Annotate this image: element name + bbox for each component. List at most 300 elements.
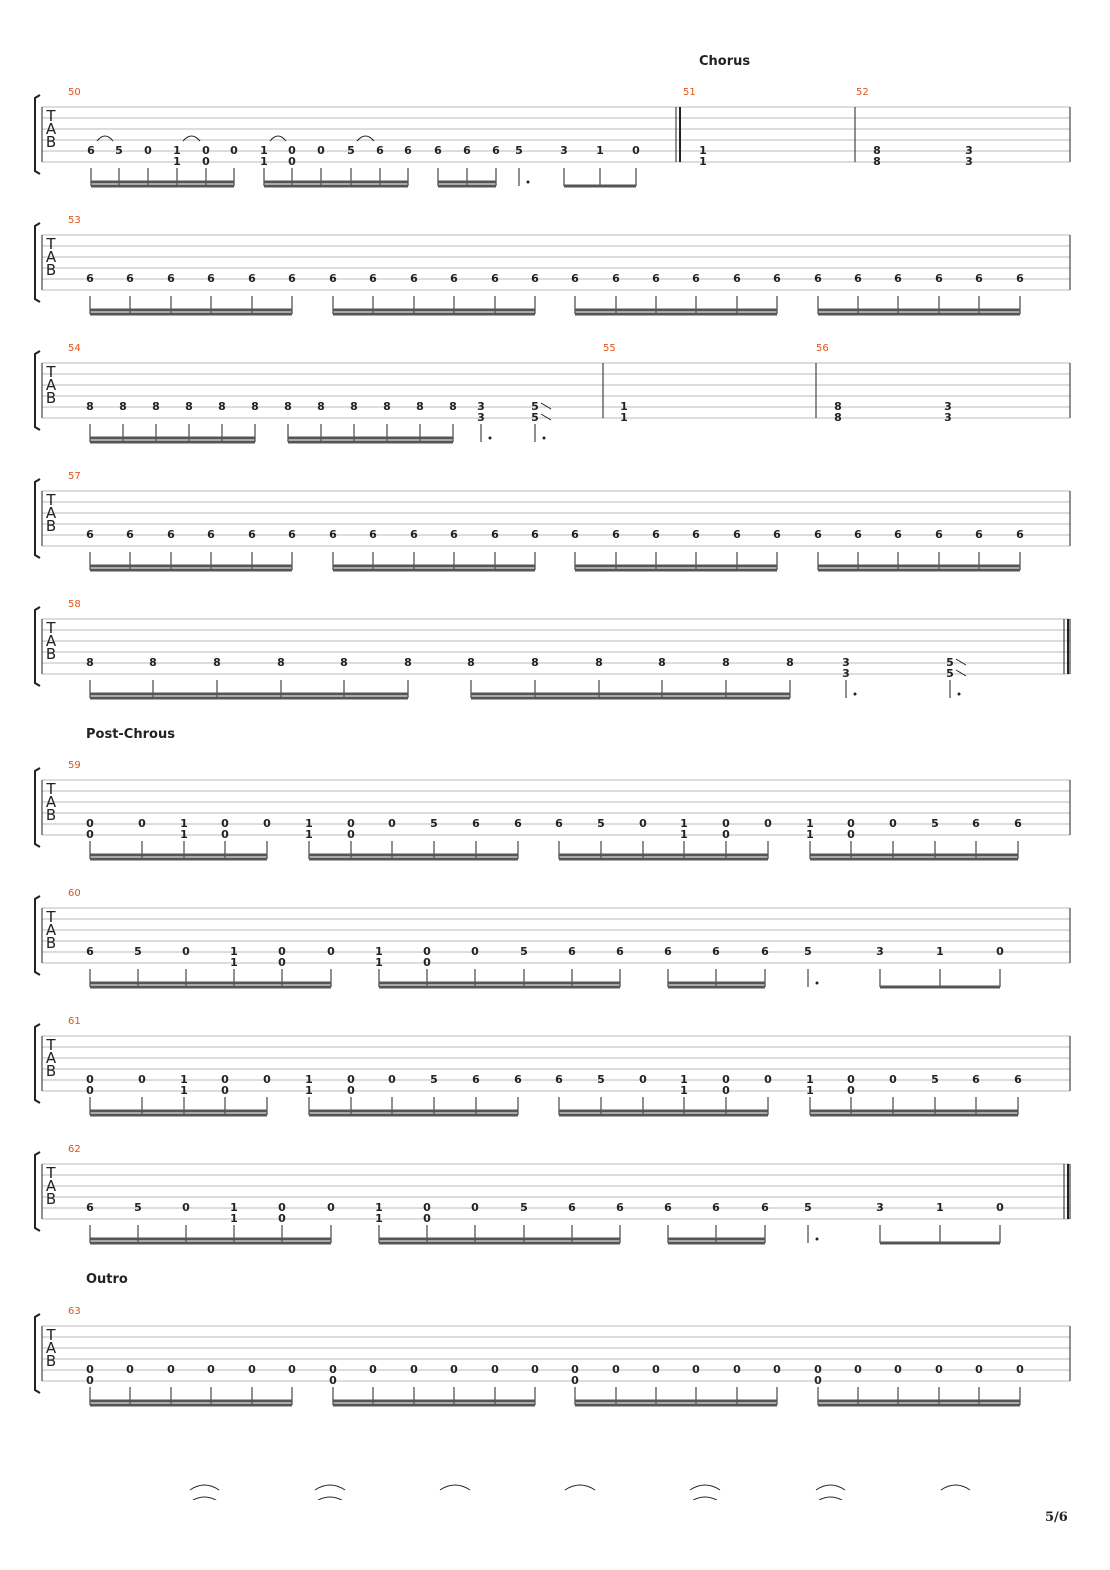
fret-number: 0 (329, 1363, 337, 1376)
fret-number: 8 (284, 400, 292, 413)
tab-system-6 (35, 760, 1070, 1500)
measure-number: 60 (68, 888, 81, 899)
system-bracket (35, 223, 40, 302)
fret-number: 1 (620, 411, 628, 424)
fret-number: 8 (404, 656, 412, 669)
fret-number: 5 (804, 1201, 812, 1214)
fret-number: 8 (595, 656, 603, 669)
fret-number: 0 (86, 1073, 94, 1086)
fret-number: 0 (278, 956, 286, 969)
tab-system-9 (35, 1144, 1070, 1500)
fret-number: 3 (876, 945, 884, 958)
fret-number: 6 (514, 817, 522, 830)
fret-number: 6 (692, 528, 700, 541)
fret-number: 0 (144, 144, 152, 157)
fret-number: 5 (931, 817, 939, 830)
fret-number: 0 (202, 155, 210, 168)
fret-number: 5 (134, 945, 142, 958)
fret-number: 8 (340, 656, 348, 669)
fret-number: 6 (712, 945, 720, 958)
fret-number: 1 (806, 828, 814, 841)
system-bracket (35, 607, 40, 686)
tab-clef-a: A (45, 1177, 57, 1195)
fret-number: 0 (847, 828, 855, 841)
dot (527, 181, 530, 184)
tie (190, 1497, 219, 1500)
fret-number: 5 (804, 945, 812, 958)
fret-number: 1 (180, 1073, 188, 1086)
fret-number: 6 (568, 945, 576, 958)
fret-number: 6 (854, 272, 862, 285)
fret-number: 6 (86, 1201, 94, 1214)
fret-number: 0 (221, 817, 229, 830)
fret-number: 6 (894, 272, 902, 285)
fret-number: 6 (369, 528, 377, 541)
fret-number: 8 (873, 144, 881, 157)
fret-number: 1 (680, 1084, 688, 1097)
tab-clef-t: T (46, 363, 56, 381)
fret-number: 8 (467, 656, 475, 669)
fret-number: 0 (327, 945, 335, 958)
fret-number: 0 (996, 945, 1004, 958)
fret-number: 6 (664, 1201, 672, 1214)
fret-number: 5 (531, 411, 539, 424)
fret-number: 0 (889, 817, 897, 830)
measure-number: 59 (68, 760, 81, 771)
fret-number: 0 (388, 817, 396, 830)
fret-number: 6 (894, 528, 902, 541)
fret-number: 0 (388, 1073, 396, 1086)
tab-clef-t: T (46, 1164, 56, 1182)
fret-number: 0 (278, 1201, 286, 1214)
measure-number: 53 (68, 215, 81, 226)
measure-number: 54 (68, 343, 81, 354)
fret-number: 1 (375, 956, 383, 969)
tie (315, 1497, 345, 1500)
fret-number: 6 (167, 272, 175, 285)
tab-system-10 (35, 1306, 1070, 1405)
fret-number: 1 (305, 817, 313, 830)
fret-number: 0 (491, 1363, 499, 1376)
fret-number: 1 (936, 1201, 944, 1214)
tab-clef-t: T (46, 235, 56, 253)
fret-number: 0 (86, 817, 94, 830)
tab-system-2 (35, 215, 1070, 314)
fret-number: 5 (134, 1201, 142, 1214)
fret-number: 0 (288, 155, 296, 168)
fret-number: 5 (520, 945, 528, 958)
fret-number: 5 (931, 1073, 939, 1086)
fret-number: 3 (842, 656, 850, 669)
fret-number: 6 (935, 272, 943, 285)
fret-number: 8 (350, 400, 358, 413)
measure-number: 52 (856, 87, 869, 98)
fret-number: 1 (305, 828, 313, 841)
fret-number: 8 (86, 400, 94, 413)
fret-number: 1 (620, 400, 628, 413)
tab-clef-b: B (45, 1190, 57, 1208)
tab-clef-t: T (46, 780, 56, 798)
measure-number: 57 (68, 471, 81, 482)
fret-number: 0 (847, 817, 855, 830)
fret-number: 8 (86, 656, 94, 669)
tab-clef-a: A (45, 921, 57, 939)
slide (541, 414, 551, 420)
tab-clef-a: A (45, 632, 57, 650)
fret-number: 6 (773, 528, 781, 541)
fret-number: 0 (894, 1363, 902, 1376)
fret-number: 0 (263, 1073, 271, 1086)
measure-number: 62 (68, 1144, 81, 1155)
fret-number: 6 (531, 528, 539, 541)
fret-number: 0 (935, 1363, 943, 1376)
dot (958, 693, 961, 696)
fret-number: 3 (560, 144, 568, 157)
fret-number: 0 (1016, 1363, 1024, 1376)
tab-clef-t: T (46, 1036, 56, 1054)
fret-number: 6 (555, 817, 563, 830)
fret-number: 6 (329, 528, 337, 541)
tab-clef-a: A (45, 120, 57, 138)
fret-number: 1 (680, 1073, 688, 1086)
fret-number: 6 (652, 272, 660, 285)
fret-number: 0 (996, 1201, 1004, 1214)
fret-number: 0 (369, 1363, 377, 1376)
tie (690, 1485, 720, 1490)
tab-clef-a: A (45, 504, 57, 522)
fret-number: 0 (423, 1212, 431, 1225)
tie (690, 1497, 720, 1500)
fret-number: 8 (722, 656, 730, 669)
fret-number: 5 (430, 1073, 438, 1086)
fret-number: 0 (773, 1363, 781, 1376)
fret-number: 0 (423, 956, 431, 969)
fret-number: 6 (1016, 528, 1024, 541)
system-bracket (35, 896, 40, 975)
fret-number: 0 (612, 1363, 620, 1376)
fret-number: 1 (699, 144, 707, 157)
fret-number: 8 (834, 411, 842, 424)
fret-number: 6 (126, 528, 134, 541)
fret-number: 1 (230, 945, 238, 958)
tab-clef-b: B (45, 934, 57, 952)
fret-number: 6 (616, 945, 624, 958)
fret-number: 0 (722, 1073, 730, 1086)
fret-number: 6 (854, 528, 862, 541)
fret-number: 0 (329, 1374, 337, 1387)
fret-number: 6 (248, 528, 256, 541)
system-bracket (35, 1152, 40, 1231)
fret-number: 1 (180, 817, 188, 830)
fret-number: 1 (260, 144, 268, 157)
tab-clef-t: T (46, 107, 56, 125)
tie (941, 1485, 970, 1490)
fret-number: 5 (597, 817, 605, 830)
fret-number: 1 (260, 155, 268, 168)
fret-number: 5 (946, 656, 954, 669)
tab-clef-t: T (46, 1326, 56, 1344)
fret-number: 1 (936, 945, 944, 958)
fret-number: 6 (1014, 1073, 1022, 1086)
fret-number: 0 (814, 1363, 822, 1376)
fret-number: 8 (531, 656, 539, 669)
tab-clef-t: T (46, 908, 56, 926)
fret-number: 6 (571, 528, 579, 541)
tab-clef-b: B (45, 806, 57, 824)
fret-number: 6 (814, 528, 822, 541)
section-label-post-chorus: Post-Chrous (86, 727, 175, 742)
fret-number: 0 (722, 1084, 730, 1097)
fret-number: 1 (180, 828, 188, 841)
fret-number: 1 (806, 817, 814, 830)
fret-number: 8 (119, 400, 127, 413)
fret-number: 0 (733, 1363, 741, 1376)
fret-number: 8 (873, 155, 881, 168)
fret-number: 6 (491, 272, 499, 285)
slide (956, 670, 966, 676)
fret-number: 6 (491, 528, 499, 541)
fret-number: 6 (761, 945, 769, 958)
tie (190, 1485, 219, 1490)
fret-number: 6 (404, 144, 412, 157)
section-label-outro: Outro (86, 1272, 128, 1287)
fret-number: 1 (596, 144, 604, 157)
fret-number: 8 (416, 400, 424, 413)
fret-number: 6 (1016, 272, 1024, 285)
fret-number: 6 (410, 272, 418, 285)
fret-number: 0 (86, 1363, 94, 1376)
dot (816, 982, 819, 985)
fret-number: 0 (571, 1363, 579, 1376)
fret-number: 0 (138, 1073, 146, 1086)
fret-number: 0 (278, 945, 286, 958)
fret-number: 1 (173, 155, 181, 168)
fret-number: 6 (975, 528, 983, 541)
system-bracket (35, 351, 40, 430)
fret-number: 0 (202, 144, 210, 157)
fret-number: 0 (692, 1363, 700, 1376)
fret-number: 6 (463, 144, 471, 157)
fret-number: 0 (639, 1073, 647, 1086)
tab-clef-b: B (45, 1352, 57, 1370)
fret-number: 0 (764, 1073, 772, 1086)
fret-number: 6 (975, 272, 983, 285)
fret-number: 0 (639, 817, 647, 830)
tab-clef-t: T (46, 491, 56, 509)
tie (565, 1485, 595, 1490)
slide (956, 659, 966, 665)
fret-number: 0 (632, 144, 640, 157)
tab-clef-a: A (45, 1339, 57, 1357)
measure-number: 51 (683, 87, 696, 98)
fret-number: 6 (555, 1073, 563, 1086)
tab-system-5 (35, 599, 1070, 698)
fret-number: 5 (531, 400, 539, 413)
measure-number: 50 (68, 87, 81, 98)
fret-number: 3 (876, 1201, 884, 1214)
fret-number: 0 (86, 1374, 94, 1387)
fret-number: 3 (477, 411, 485, 424)
fret-number: 6 (329, 272, 337, 285)
fret-number: 6 (972, 1073, 980, 1086)
fret-number: 0 (847, 1073, 855, 1086)
tie (440, 1485, 470, 1490)
fret-number: 8 (218, 400, 226, 413)
fret-number: 6 (571, 272, 579, 285)
slide (541, 403, 551, 409)
fret-number: 6 (612, 528, 620, 541)
fret-number: 0 (221, 1073, 229, 1086)
fret-number: 6 (86, 272, 94, 285)
system-bracket (35, 768, 40, 847)
fret-number: 0 (471, 945, 479, 958)
fret-number: 1 (375, 1201, 383, 1214)
system-bracket (35, 1314, 40, 1393)
fret-number: 8 (449, 400, 457, 413)
fret-number: 0 (182, 1201, 190, 1214)
fret-number: 1 (375, 945, 383, 958)
fret-number: 0 (722, 817, 730, 830)
fret-number: 0 (347, 1084, 355, 1097)
fret-number: 6 (935, 528, 943, 541)
fret-number: 6 (612, 272, 620, 285)
fret-number: 0 (347, 1073, 355, 1086)
fret-number: 0 (138, 817, 146, 830)
fret-number: 6 (514, 1073, 522, 1086)
fret-number: 1 (680, 817, 688, 830)
measure-number: 56 (816, 343, 829, 354)
fret-number: 3 (842, 667, 850, 680)
fret-number: 0 (221, 828, 229, 841)
fret-number: 0 (854, 1363, 862, 1376)
fret-number: 3 (944, 400, 952, 413)
fret-number: 0 (126, 1363, 134, 1376)
tab-system-4 (35, 471, 1070, 570)
fret-number: 6 (472, 1073, 480, 1086)
fret-number: 8 (658, 656, 666, 669)
fret-number: 6 (531, 272, 539, 285)
dot (489, 437, 492, 440)
fret-number: 6 (450, 272, 458, 285)
fret-number: 0 (86, 828, 94, 841)
fret-number: 6 (1014, 817, 1022, 830)
fret-number: 0 (652, 1363, 660, 1376)
tab-clef-a: A (45, 248, 57, 266)
fret-number: 6 (376, 144, 384, 157)
system-bracket (35, 95, 40, 174)
fret-number: 6 (733, 272, 741, 285)
fret-number: 5 (520, 1201, 528, 1214)
fret-number: 0 (278, 1212, 286, 1225)
fret-number: 0 (975, 1363, 983, 1376)
fret-number: 6 (86, 528, 94, 541)
tab-clef-a: A (45, 793, 57, 811)
fret-number: 0 (248, 1363, 256, 1376)
tie (315, 1485, 345, 1490)
fret-number: 6 (472, 817, 480, 830)
fret-number: 3 (944, 411, 952, 424)
fret-number: 0 (423, 1201, 431, 1214)
fret-number: 0 (317, 144, 325, 157)
fret-number: 1 (180, 1084, 188, 1097)
fret-number: 8 (185, 400, 193, 413)
fret-number: 8 (213, 656, 221, 669)
fret-number: 8 (149, 656, 157, 669)
fret-number: 6 (410, 528, 418, 541)
fret-number: 6 (761, 1201, 769, 1214)
fret-number: 0 (221, 1084, 229, 1097)
fret-number: 8 (277, 656, 285, 669)
fret-number: 6 (568, 1201, 576, 1214)
tab-system-3 (35, 343, 1070, 442)
tab-clef-b: B (45, 389, 57, 407)
fret-number: 0 (347, 817, 355, 830)
fret-number: 0 (450, 1363, 458, 1376)
fret-number: 6 (369, 272, 377, 285)
fret-number: 1 (173, 144, 181, 157)
fret-number: 6 (248, 272, 256, 285)
fret-number: 1 (305, 1073, 313, 1086)
fret-number: 1 (680, 828, 688, 841)
fret-number: 0 (571, 1374, 579, 1387)
dot (854, 693, 857, 696)
fret-number: 8 (317, 400, 325, 413)
tab-clef-t: T (46, 619, 56, 637)
fret-number: 0 (410, 1363, 418, 1376)
tab-clef-b: B (45, 645, 57, 663)
fret-number: 6 (126, 272, 134, 285)
fret-number: 6 (167, 528, 175, 541)
tab-clef-a: A (45, 1049, 57, 1067)
tie (816, 1485, 845, 1490)
tab-system-1 (35, 87, 1070, 186)
fret-number: 5 (946, 667, 954, 680)
fret-number: 6 (692, 272, 700, 285)
fret-number: 0 (288, 1363, 296, 1376)
fret-number: 0 (764, 817, 772, 830)
fret-number: 0 (230, 144, 238, 157)
fret-number: 8 (834, 400, 842, 413)
fret-number: 6 (87, 144, 95, 157)
tab-clef-b: B (45, 517, 57, 535)
fret-number: 0 (471, 1201, 479, 1214)
fret-number: 5 (515, 144, 523, 157)
fret-number: 0 (263, 817, 271, 830)
fret-number: 6 (492, 144, 500, 157)
fret-number: 1 (806, 1084, 814, 1097)
fret-number: 1 (230, 1201, 238, 1214)
fret-number: 6 (434, 144, 442, 157)
tab-clef-b: B (45, 1062, 57, 1080)
fret-number: 8 (786, 656, 794, 669)
fret-number: 0 (847, 1084, 855, 1097)
system-bracket (35, 479, 40, 558)
fret-number: 6 (712, 1201, 720, 1214)
fret-number: 0 (288, 144, 296, 157)
tab-clef-a: A (45, 376, 57, 394)
fret-number: 5 (347, 144, 355, 157)
fret-number: 5 (597, 1073, 605, 1086)
tab-clef-b: B (45, 261, 57, 279)
fret-number: 6 (616, 1201, 624, 1214)
measure-number: 55 (603, 343, 616, 354)
fret-number: 6 (773, 272, 781, 285)
fret-number: 5 (430, 817, 438, 830)
fret-number: 6 (450, 528, 458, 541)
fret-number: 0 (814, 1374, 822, 1387)
tab-system-8 (35, 1016, 1070, 1500)
fret-number: 5 (115, 144, 123, 157)
